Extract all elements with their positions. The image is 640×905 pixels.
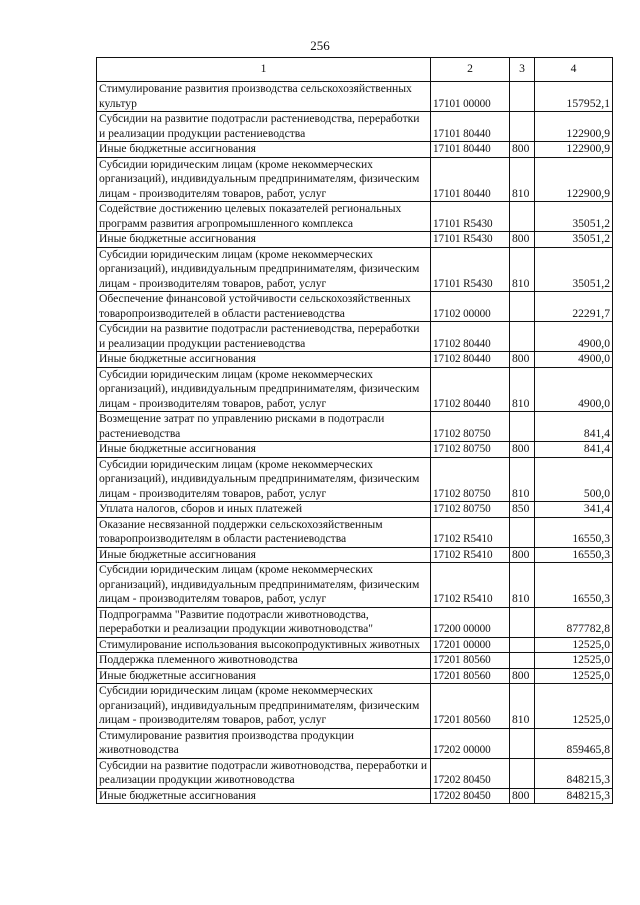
row-code: 17102 80750 [431,457,510,502]
table-row [97,157,613,202]
row-name: Иные бюджетные ассигнования [97,142,431,158]
row-amount: 4900,0 [535,322,613,352]
table-row [97,292,613,322]
row-name: Субсидии юридическим лицам (кроме некоммерческих организаций), индивидуальным предпринимателям, физическим лицам - производителям товаров, работ, услуг [97,367,431,412]
table-row [97,788,613,804]
row-name: Субсидии на развитие подотрасли растениеводства, переработки и реализации продукции растениеводства [97,112,431,142]
row-name: Иные бюджетные ассигнования [97,352,431,368]
table-row [97,517,613,547]
row-name: Стимулирование развития производства сельскохозяйственных культур [97,82,431,112]
row-type [510,758,535,788]
column-header-4: 4 [535,58,613,82]
row-name: Субсидии на развитие подотрасли животноводства, переработки и реализации продукции животноводства [97,758,431,788]
row-amount: 35051,2 [535,202,613,232]
row-code: 17102 00000 [431,292,510,322]
row-name: Подпрограмма "Развитие подотрасли животноводства, переработки и реализации продукции животноводства" [97,607,431,637]
row-type: 800 [510,442,535,458]
row-amount: 848215,3 [535,788,613,804]
row-type [510,607,535,637]
row-type [510,517,535,547]
row-name: Иные бюджетные ассигнования [97,668,431,684]
row-type [510,112,535,142]
table-row [97,412,613,442]
table-row [97,352,613,368]
table-row [97,442,613,458]
table-row [97,247,613,292]
row-amount: 500,0 [535,457,613,502]
row-amount: 35051,2 [535,247,613,292]
row-name: Субсидии юридическим лицам (кроме некоммерческих организаций), индивидуальным предпринимателям, физическим лицам - производителям товаров, работ, услуг [97,684,431,729]
row-code: 17201 80560 [431,668,510,684]
row-type: 810 [510,457,535,502]
table-row [97,728,613,758]
row-code: 17101 R5430 [431,247,510,292]
row-type [510,292,535,322]
row-code: 17102 80750 [431,442,510,458]
row-code: 17101 80440 [431,112,510,142]
column-header-3: 3 [510,58,535,82]
row-name: Субсидии юридическим лицам (кроме некоммерческих организаций), индивидуальным предпринимателям, физическим лицам - производителям товаров, работ, услуг [97,563,431,608]
row-code: 17202 80450 [431,788,510,804]
row-type: 810 [510,563,535,608]
row-type: 810 [510,684,535,729]
row-amount: 12525,0 [535,668,613,684]
row-amount: 341,4 [535,502,613,518]
table-row [97,142,613,158]
row-amount: 122900,9 [535,112,613,142]
table-row [97,322,613,352]
row-name: Иные бюджетные ассигнования [97,788,431,804]
row-amount: 12525,0 [535,637,613,653]
table-header-row [97,58,613,82]
row-code: 17102 R5410 [431,563,510,608]
row-amount: 848215,3 [535,758,613,788]
table-row [97,563,613,608]
row-amount: 157952,1 [535,82,613,112]
row-code: 17200 00000 [431,607,510,637]
row-name: Оказание несвязанной поддержки сельскохозяйственным товаропроизводителям в области растениеводства [97,517,431,547]
row-type [510,653,535,669]
row-code: 17102 80750 [431,412,510,442]
table-row [97,502,613,518]
row-type [510,728,535,758]
row-amount: 16550,3 [535,563,613,608]
row-name: Субсидии юридическим лицам (кроме некоммерческих организаций), индивидуальным предпринимателям, физическим лицам - производителям товаров, работ, услуг [97,157,431,202]
row-code: 17102 R5410 [431,547,510,563]
table-row [97,202,613,232]
row-name: Субсидии на развитие подотрасли растениеводства, переработки и реализации продукции растениеводства [97,322,431,352]
row-code: 17202 80450 [431,758,510,788]
row-type [510,412,535,442]
row-amount: 122900,9 [535,142,613,158]
row-code: 17102 80440 [431,322,510,352]
row-amount: 12525,0 [535,684,613,729]
row-amount: 122900,9 [535,157,613,202]
row-amount: 12525,0 [535,653,613,669]
row-type [510,637,535,653]
table-row [97,684,613,729]
row-type [510,82,535,112]
row-name: Возмещение затрат по управлению рисками в подотрасли растениеводства [97,412,431,442]
budget-table [96,57,613,804]
table-row [97,607,613,637]
row-amount: 16550,3 [535,547,613,563]
row-code: 17202 00000 [431,728,510,758]
row-name: Уплата налогов, сборов и иных платежей [97,502,431,518]
row-name: Обеспечение финансовой устойчивости сельскохозяйственных товаропроизводителей в области растениеводства [97,292,431,322]
table-row [97,457,613,502]
row-name: Субсидии юридическим лицам (кроме некоммерческих организаций), индивидуальным предпринимателям, физическим лицам - производителям товаров, работ, услуг [97,247,431,292]
row-amount: 877782,8 [535,607,613,637]
row-code: 17102 80440 [431,367,510,412]
row-amount: 22291,7 [535,292,613,322]
row-name: Субсидии юридическим лицам (кроме некоммерческих организаций), индивидуальным предпринимателям, физическим лицам - производителям товаров, работ, услуг [97,457,431,502]
row-name: Стимулирование использования высокопродуктивных животных [97,637,431,653]
row-name: Иные бюджетные ассигнования [97,442,431,458]
table-row [97,758,613,788]
row-type: 800 [510,668,535,684]
row-code: 17101 R5430 [431,202,510,232]
row-amount: 859465,8 [535,728,613,758]
row-code: 17102 R5410 [431,517,510,547]
table-row [97,637,613,653]
row-amount: 4900,0 [535,352,613,368]
row-type: 810 [510,367,535,412]
row-code: 17201 80560 [431,684,510,729]
table-row [97,668,613,684]
row-type [510,202,535,232]
row-code: 17201 80560 [431,653,510,669]
row-name: Содействие достижению целевых показателей региональных программ развития агропромышленного комплекса [97,202,431,232]
row-type: 800 [510,352,535,368]
row-code: 17201 00000 [431,637,510,653]
row-type: 850 [510,502,535,518]
table-row [97,367,613,412]
column-header-1: 1 [97,58,431,82]
row-code: 17102 80440 [431,352,510,368]
row-amount: 4900,0 [535,367,613,412]
row-type: 800 [510,547,535,563]
row-amount: 841,4 [535,412,613,442]
table-row [97,547,613,563]
table-row [97,232,613,248]
row-name: Стимулирование развития производства продукции животноводства [97,728,431,758]
row-type: 800 [510,232,535,248]
row-code: 17101 R5430 [431,232,510,248]
row-code: 17101 00000 [431,82,510,112]
row-type: 810 [510,157,535,202]
row-name: Поддержка племенного животноводства [97,653,431,669]
table-row [97,653,613,669]
row-code: 17101 80440 [431,157,510,202]
page-number: 256 [310,38,330,53]
row-type: 800 [510,788,535,804]
row-name: Иные бюджетные ассигнования [97,547,431,563]
column-header-2: 2 [431,58,510,82]
table-row [97,82,613,112]
row-amount: 841,4 [535,442,613,458]
row-type [510,322,535,352]
table-row [97,112,613,142]
row-name: Иные бюджетные ассигнования [97,232,431,248]
row-type: 810 [510,247,535,292]
row-amount: 35051,2 [535,232,613,248]
row-code: 17101 80440 [431,142,510,158]
row-amount: 16550,3 [535,517,613,547]
row-code: 17102 80750 [431,502,510,518]
row-type: 800 [510,142,535,158]
